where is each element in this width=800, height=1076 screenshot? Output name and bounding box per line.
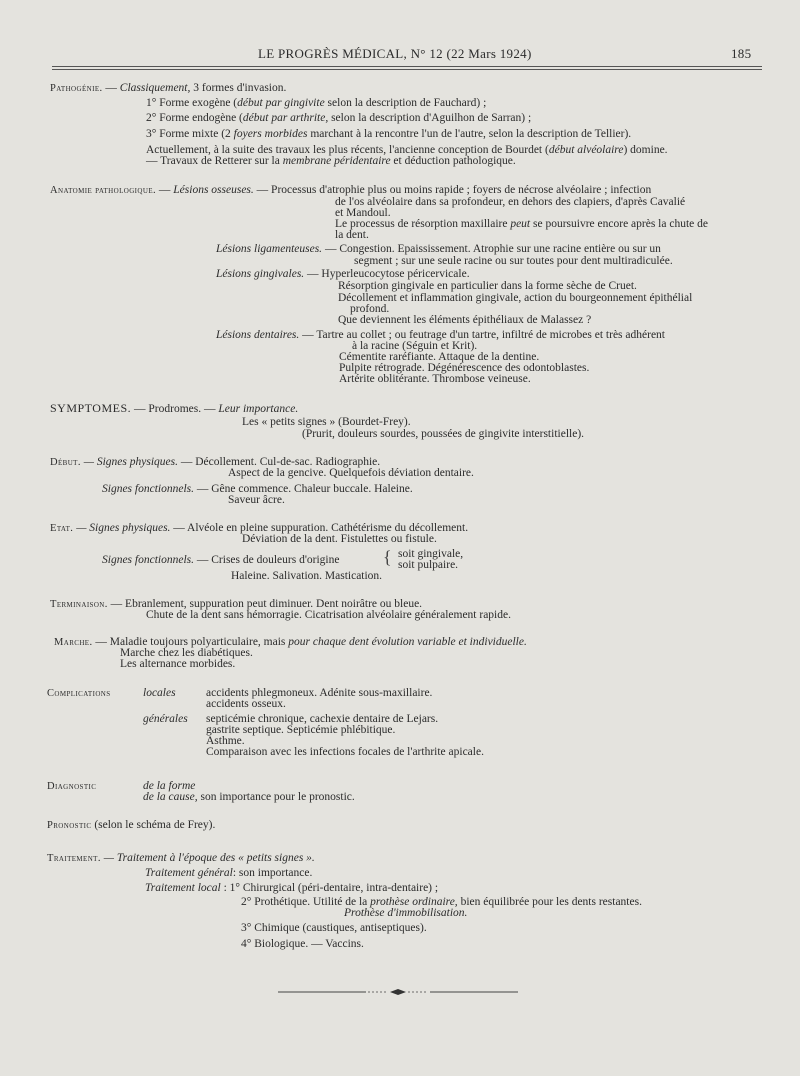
complications-line (47, 687, 111, 700)
section-heading-debut: Début. (50, 457, 81, 468)
anatomie-osseuses-3: et Mandoul. (335, 207, 391, 219)
traitement-prothetique: 2° Prothétique. Utilité de la prothèse ordinaire, bien équilibrée pour les dents restantes. (241, 896, 642, 908)
section-heading-anatomie: Anatomie pathologique. (50, 185, 157, 196)
traitement-general: Traitement général: son importance. (145, 867, 313, 879)
anatomie-ging-3: Décollement et inflammation gingivale, action du bourgeonnement épithélial (338, 292, 693, 304)
etat-fonctionnels: Signes fonctionnels. — Crises de douleurs d'origine (102, 554, 340, 566)
etat-line: Etat. — Signes physiques. — Alvéole en pleine suppuration. Cathétérisme du décollement. (50, 522, 469, 534)
section-heading-terminaison: Terminaison. (50, 599, 108, 610)
section-heading-etat: Etat. (50, 523, 74, 534)
traitement-immobilisation: Prothèse d'immobilisation. (344, 907, 468, 919)
footer-ornament (278, 986, 518, 998)
complications-locales-label: locales (143, 687, 176, 699)
symptomes-petits-signes: Les « petits signes » (Bourdet-Frey). (242, 416, 411, 428)
section-heading-complications: Complications (47, 688, 111, 699)
complications-gen-1: septicémie chronique, cachexie dentaire de Lejars. (206, 713, 439, 725)
anatomie-ligamenteuses: Lésions ligamenteuses. — Congestion. Epaississement. Atrophie sur une racine entière ou sur un (216, 243, 661, 255)
complications-generales-label: générales (143, 713, 188, 725)
anatomie-ging-2: Résorption gingivale en particulier dans la forme sèche de Cruet. (338, 280, 637, 292)
anatomie-ging-5: Que deviennent les éléments épithéliaux de Malassez ? (338, 314, 592, 326)
section-heading-marche: Marche. (54, 637, 93, 648)
anatomie-osseuses-2: de l'os alvéolaire dans sa profondeur, en dehors des clapiers, d'après Cavalié (335, 196, 686, 208)
anatomie-dent-3: Cémentite raréfiante. Attaque de la dentine. (339, 351, 540, 363)
section-heading-symptomes: SYMPTOMES. (50, 401, 132, 415)
anatomie-dent-2: à la racine (Séguin et Krit). (352, 340, 478, 352)
etat-brace-b: soit pulpaire. (398, 559, 459, 571)
marche-l2: Marche chez les diabétiques. (120, 647, 253, 659)
anatomie-line: Anatomie pathologique. — Lésions osseuses. — Processus d'atrophie plus ou moins rapide ; foyers de nécrose alvéolaire ; infection (50, 184, 652, 196)
complications-loc-2: accidents osseux. (206, 698, 286, 710)
traitement-line: Traitement. — Traitement à l'époque des « petits signes ». (47, 852, 315, 864)
diagnostic-l1: de la forme (143, 780, 196, 792)
marche-line: Marche. — Maladie toujours polyarticulaire, mais pour chaque dent évolution variable et individuelle. (54, 636, 527, 648)
running-header (0, 46, 800, 62)
diagnostic-line (47, 780, 96, 793)
marche-l3: Les alternance morbides. (120, 658, 236, 670)
symptomes-prurit: (Prurit, douleurs sourdes, poussées de gingivite interstitielle). (302, 428, 585, 440)
complications-gen-3: Asthme. (206, 735, 245, 747)
pronostic-line: Pronostic (selon le schéma de Frey). (47, 819, 216, 831)
anatomie-dentaires: Lésions dentaires. — Tartre au collet ; ou feutrage d'un tartre, infiltré de microbes et très adhérent (216, 329, 665, 341)
page-number: 185 (731, 46, 752, 61)
anatomie-dent-4: Pulpite rétrograde. Dégénérescence des odontoblastes. (339, 362, 590, 374)
pathogenie-actuellement: Actuellement, à la suite des travaux les plus récents, l'ancienne conception de Bourdet (début alvéolaire) domine. (146, 144, 668, 156)
section-heading-diagnostic: Diagnostic (47, 781, 97, 792)
terminaison-l2: Chute de la dent sans hémorragie. Cicatrisation alvéolaire généralement rapide. (146, 609, 511, 621)
anatomie-gingivales: Lésions gingivales. — Hyperleucocytose péricervicale. (216, 268, 470, 280)
brace-symbol: { (383, 547, 392, 567)
header-rule-double (52, 69, 762, 70)
debut-fonctionnels: Signes fonctionnels. — Gêne commence. Chaleur buccale. Haleine. (102, 483, 413, 495)
header-rule (52, 66, 762, 67)
traitement-biologique: 4° Biologique. — Vaccins. (241, 938, 364, 950)
anatomie-ging-4: profond. (350, 303, 390, 315)
section-heading-traitement: Traitement. (47, 853, 101, 864)
anatomie-osseuses-5: la dent. (335, 229, 369, 241)
debut-phys-2: Aspect de la gencive. Quelquefois déviation dentaire. (228, 467, 474, 479)
debut-line: Début. — Signes physiques. — Décollement. Cul-de-sac. Radiographie. (50, 456, 381, 468)
pathogenie-line: Pathogénie. — Classiquement, 3 formes d'invasion. (50, 82, 287, 94)
section-heading-pathogenie: Pathogénie. (50, 83, 103, 94)
pathogenie-retterer: — Travaux de Retterer sur la membrane péridentaire et déduction pathologique. (146, 155, 516, 167)
etat-brace-a: soit gingivale, (398, 548, 464, 560)
complications-gen-4: Comparaison avec les infections focales de l'arthrite apicale. (206, 746, 484, 758)
diagnostic-l2: de la cause, son importance pour le pronostic. (143, 791, 355, 803)
anatomie-osseuses-4: Le processus de résorption maxillaire peut se poursuivre encore après la chute de (335, 218, 708, 230)
etat-phys-2: Déviation de la dent. Fistulettes ou fistule. (242, 533, 437, 545)
pathogenie-form-2: 2° Forme endogène (début par arthrite, selon la description d'Aguilhon de Sarran) ; (146, 112, 532, 124)
debut-fonc-2: Saveur âcre. (228, 494, 285, 506)
anatomie-dent-5: Artérite oblitérante. Thrombose veineuse. (339, 373, 531, 385)
journal-title: LE PROGRÈS MÉDICAL, N° 12 (22 Mars 1924) (258, 46, 532, 61)
pathogenie-form-1: 1° Forme exogène (début par gingivite selon la description de Fauchard) ; (146, 97, 487, 109)
complications-gen-2: gastrite septique. Septicémie phlébitique. (206, 724, 396, 736)
section-heading-pronostic: Pronostic (47, 820, 92, 831)
complications-loc-1: accidents phlegmoneux. Adénite sous-maxillaire. (206, 687, 433, 699)
anatomie-lig-2: segment ; sur une seule racine ou sur toutes pour dent multiradiculée. (354, 255, 673, 267)
terminaison-line: Terminaison. — Ebranlement, suppuration peut diminuer. Dent noirâtre ou bleue. (50, 598, 423, 610)
traitement-chimique: 3° Chimique (caustiques, antiseptiques). (241, 922, 427, 934)
pathogenie-form-3: 3° Forme mixte (2 foyers morbides marchant à la rencontre l'un de l'autre, selon la description de Tellier). (146, 128, 632, 140)
etat-fonc-2: Haleine. Salivation. Mastication. (231, 570, 383, 582)
traitement-local: Traitement local : 1° Chirurgical (péri-dentaire, intra-dentaire) ; (145, 882, 439, 894)
symptomes-line: SYMPTOMES. — Prodromes. — Leur importance. (50, 401, 299, 415)
